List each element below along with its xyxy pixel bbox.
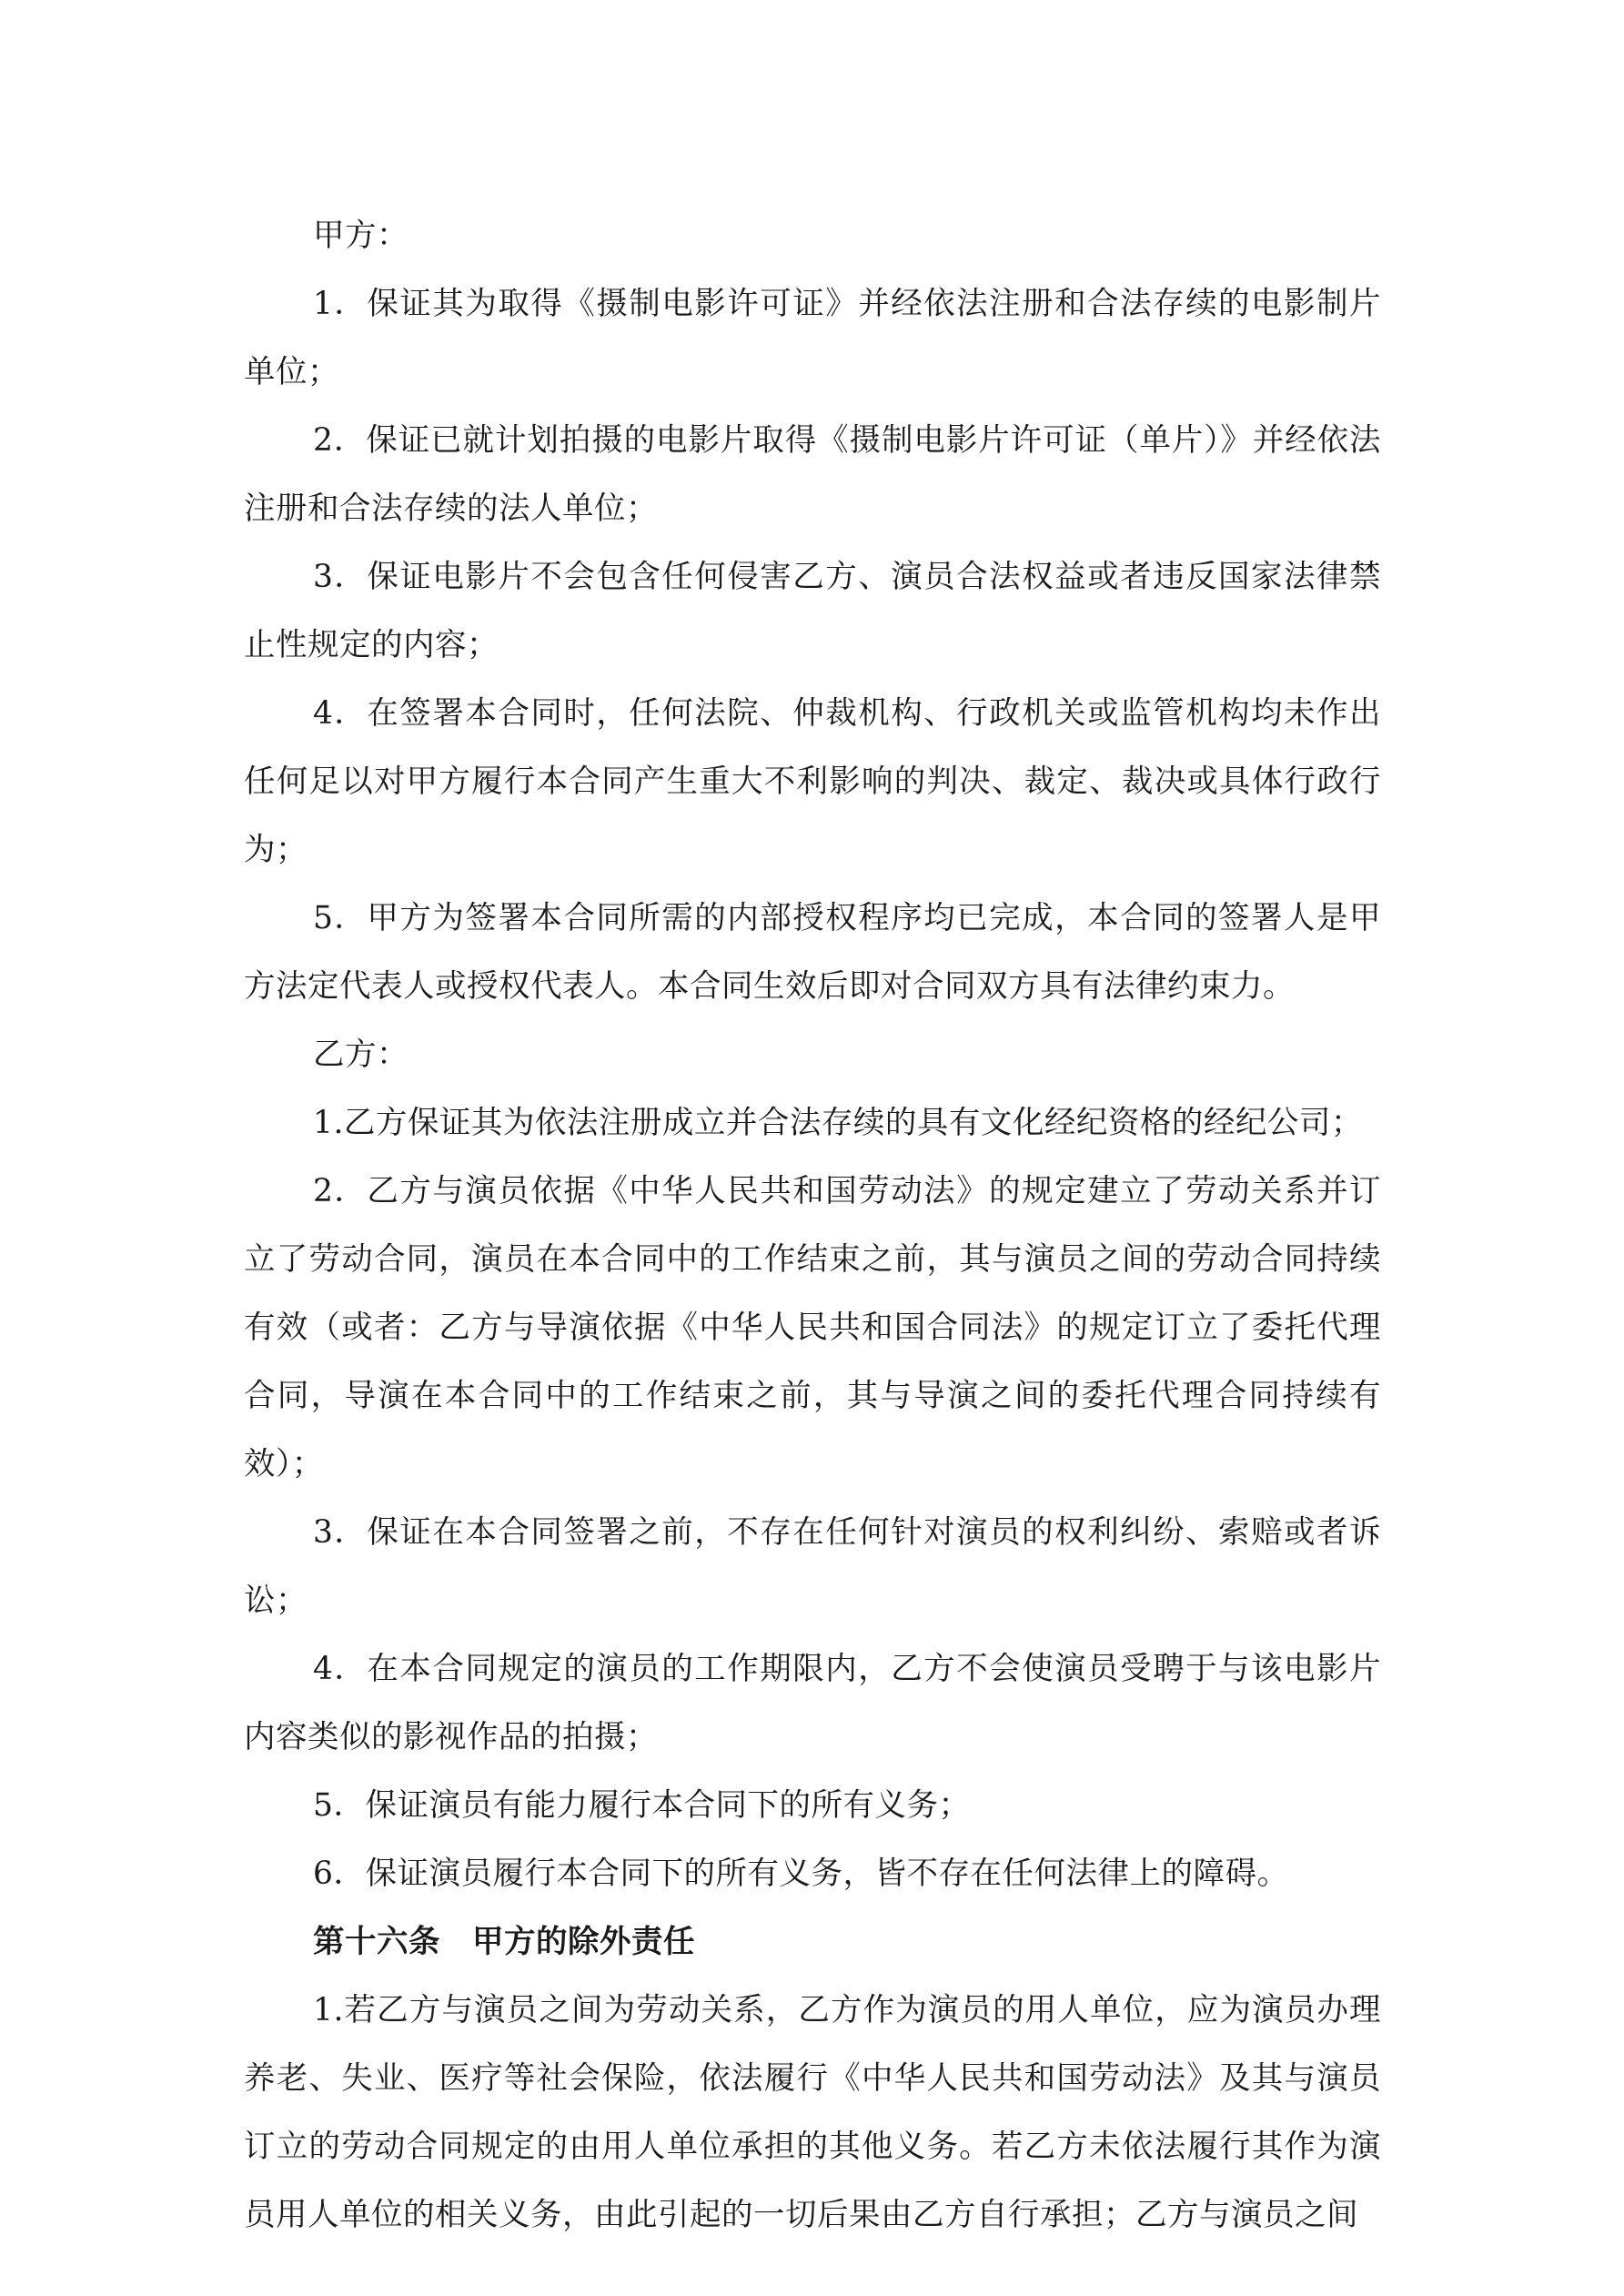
party-a-item-1: 1．保证其为取得《摄制电影许可证》并经依法注册和合法存续的电影制片单位； xyxy=(244,286,1381,390)
article-16-heading: 第十六条 甲方的除外责任 xyxy=(313,1924,695,1960)
party-b-item-4: 4．在本合同规定的演员的工作期限内，乙方不会使演员受聘于与该电影片内容类似的影视作品的拍摄； xyxy=(244,1651,1381,1755)
party-b-item-5: 5．保证演员有能力履行本合同下的所有义务； xyxy=(313,1787,971,1824)
party-a-item-5: 5．甲方为签署本合同所需的内部授权程序均已完成，本合同的签署人是甲方法定代表人或授权代表人。本合同生效后即对合同双方具有法律约束力。 xyxy=(244,900,1381,1005)
article-16-paragraph: 1.若乙方与演员之间为劳动关系，乙方作为演员的用人单位，应为演员办理养老、失业、医疗等社会保险，依法履行《中华人民共和国劳动法》及其与演员订立的劳动合同规定的由用人单位承担的其他义务。若乙方未依法履行其作为演员用人单位的相关义务，由此引起的一切后果由乙方自行承担；乙方与演员之间 xyxy=(244,1992,1381,2233)
party-b-item-6: 6．保证演员履行本合同下的所有义务，皆不存在任何法律上的障碍。 xyxy=(313,1856,1289,1892)
party-a-item-2: 2．保证已就计划拍摄的电影片取得《摄制电影片许可证（单片）》并经依法注册和合法存续的法人单位； xyxy=(244,422,1381,527)
party-a-label: 甲方： xyxy=(313,217,409,254)
party-a-item-3: 3．保证电影片不会包含任何侵害乙方、演员合法权益或者违反国家法律禁止性规定的内容； xyxy=(244,559,1381,663)
party-b-label: 乙方： xyxy=(313,1037,409,1073)
document-body xyxy=(244,202,1381,2250)
party-b-item-2: 2．乙方与演员依据《中华人民共和国劳动法》的规定建立了劳动关系并订立了劳动合同，演员在本合同中的工作结束之前，其与演员之间的劳动合同持续有效（或者：乙方与导演依据《中华人民共和国合同法》的规定订立了委托代理合同，导演在本合同中的工作结束之前，其与导演之间的委托代理合同持续有效）； xyxy=(244,1173,1381,1482)
party-b-item-3: 3．保证在本合同签署之前，不存在任何针对演员的权利纠纷、索赔或者诉讼； xyxy=(244,1514,1381,1619)
party-b-item-1: 1.乙方保证其为依法注册成立并合法存续的具有文化经纪资格的经纪公司； xyxy=(313,1105,1363,1141)
party-a-item-4: 4．在签署本合同时，任何法院、仲裁机构、行政机关或监管机构均未作出任何足以对甲方履行本合同产生重大不利影响的判决、裁定、裁决或具体行政行为； xyxy=(244,695,1381,868)
